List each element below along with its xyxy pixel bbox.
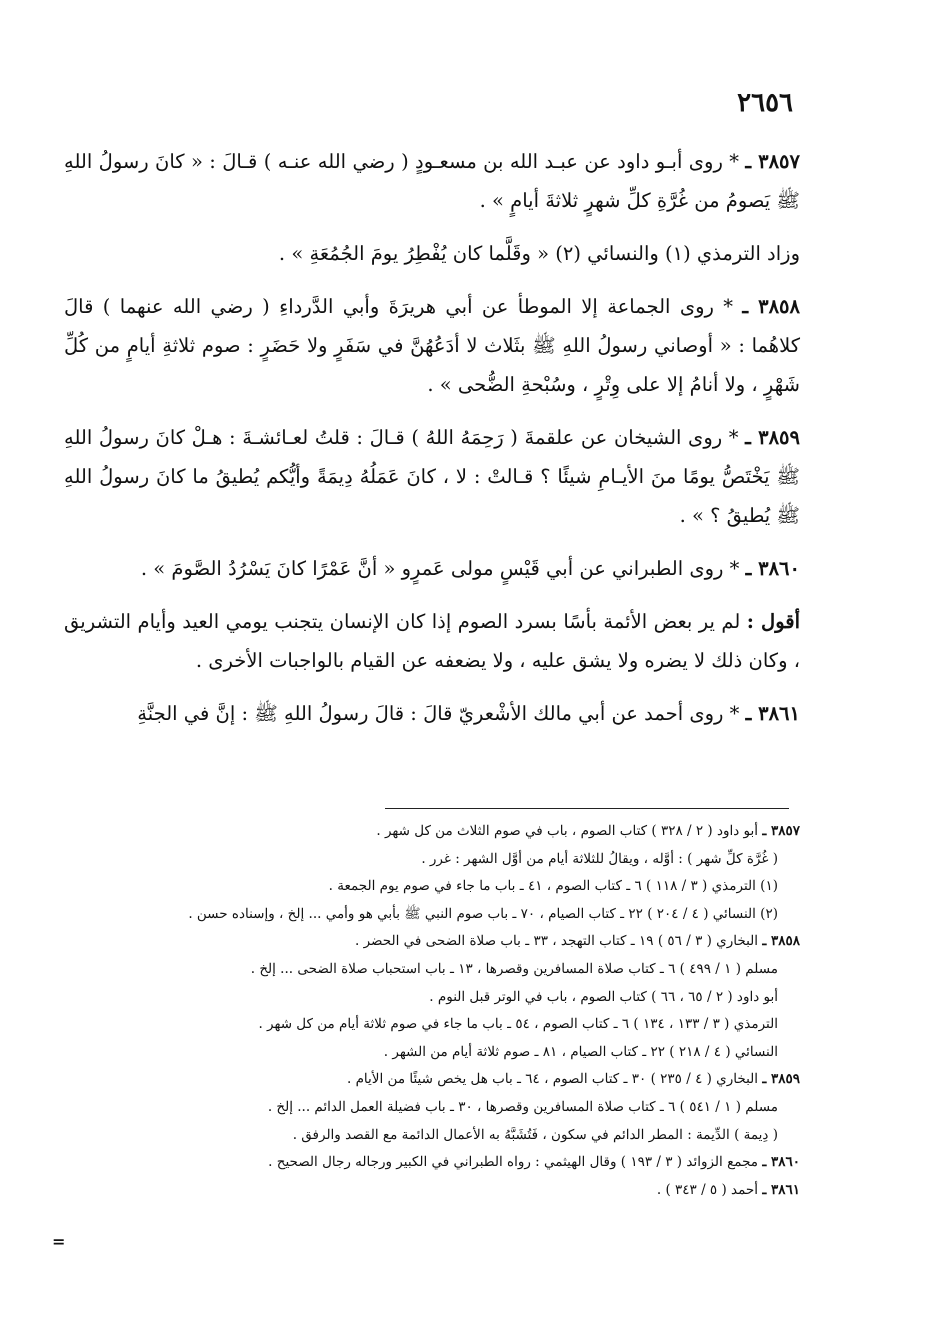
commentary-lead: أقول : [746,610,801,633]
main-text [64,142,800,741]
footnote-text: مجمع الزوائد ( ٣ / ١٩٣ ) وقال الهيثمي : رواه الطبراني في الكبير ورجاله رجال الصحيح . [268,1154,759,1171]
hadith-text: * روى أحمد عن أبي مالك الأشْعريّ قالَ : قالَ رسولُ اللهِ ﷺ : إنَّ في الجنَّةِ [137,702,740,725]
page-number: ٢٦٥٦ [737,88,793,118]
footnote-line [60,928,800,956]
hadith-3858 [64,287,800,404]
footnote-line [60,984,800,1012]
footnote-text: (١) الترمذي ( ٣ / ١١٨ ) ٦ ـ كتاب الصوم ، ٤١ ـ باب ما جاء في صوم يوم الجمعة . [328,878,778,895]
footnote-text: البخاري ( ٣ / ٥٦ ) ١٩ ـ كتاب التهجد ، ٣٣ ـ باب صلاة الضحى في الحضر . [355,933,759,950]
footnote-text: أحمد ( ٥ / ٣٤٣ ) . [656,1181,759,1198]
footnote-text: (٢) النسائي ( ٤ / ٢٠٤ ) ٢٢ ـ كتاب الصيام ، ٧٠ ـ باب صوم النبي ﷺ بأبي هو وأمي ... إلخ ، وإسناده حسن . [188,905,778,922]
footnote-line [60,1122,800,1150]
footnote-line [60,901,800,929]
footnote-number: ٣٨٥٨ ـ [762,933,800,950]
footnote-text: ( دِيمة ) الدِّيمة : المطر الدائم في سكون ، فَتُشَبَّهُ به الأعمال الدائمة مع القصد والرفق . [292,1126,778,1143]
footnote-line [60,873,800,901]
hadith-number: ٣٨٦١ ـ [745,702,800,725]
footnote-text: أبو داود ( ٢ / ٣٢٨ ) كتاب الصوم ، باب في صوم الثلاث من كل شهر . [376,823,759,839]
footnote-text: ( غُرَّة كلِّ شهر ) : أوَّله ، ويقالُ للثلاثة أيام من أوَّل الشهر : غرر . [421,850,778,867]
hadith-text: * روى الطبراني عن أبي قَيْسٍ مولى عَمرٍو « أنَّ عَمْرًا كانَ يَسْرُدُ الصَّومَ » . [140,557,740,580]
footnote-text: النسائي ( ٤ / ٢١٨ ) ٢٢ ـ كتاب الصيام ، ٨١ ـ صوم ثلاثة أيام من الشهر . [383,1043,778,1060]
footnote-text: مسلم ( ١ / ٥٤١ ) ٦ ـ كتاب صلاة المسافرين وقصرها ، ٣٠ ـ باب فضيلة العمل الدائم ... إلخ . [267,1098,778,1115]
hadith-3860 [64,549,800,588]
commentary-text: لم ير بعض الأئمة بأسًا بسرد الصوم إذا كان الإنسان يتجنب يومي العيد وأيام التشريق ، وكان ذلك لا يضره ولا يشق عليه ، ولا يضعفه عن القيام بالواجبات الأخرى . [64,610,800,672]
footnote-text: أبو داود ( ٢ / ٦٥ ، ٦٦ ) كتاب الصوم ، باب في الوتر قبل النوم . [429,988,778,1005]
hadith-3857 [64,142,800,220]
footnote-text: مسلم ( ١ / ٤٩٩ ) ٦ ـ كتاب صلاة المسافرين وقصرها ، ١٣ ـ باب استحباب صلاة الضحى ... إلخ . [250,960,778,977]
footnote-line [60,1066,800,1094]
margin-mark: = [52,1232,66,1251]
footnote-number: ٣٨٥٩ ـ [762,1071,800,1088]
hadith-number: ٣٨٥٧ ـ [745,150,800,173]
footnote-line [60,1039,800,1067]
footnote-line [60,1149,800,1177]
footnote-text: الترمذي ( ٣ / ١٣٣ ، ١٣٤ ) ٦ ـ كتاب الصوم ، ٥٤ ـ باب ما جاء في صوم ثلاثة أيام من كل شهر . [258,1016,778,1033]
footnote-divider [385,808,789,809]
hadith-text: * روى الشيخان عن علقمةَ ( رَحِمَهُ اللهُ ) قـالَ : قلتُ لعـائشـةَ : هـلْ كانَ رسولُ اللهِ ﷺ يَخْتَصُّ يومًا منَ الأيـامِ شيئًا ؟ قـالتْ : لا ، كانَ عَمَلُهُ دِيمَةً وأيُّكم يُطيقُ ما كانَ رسولُ اللهِ ﷺ يُطيقُ ؟ » . [64,426,800,527]
footnote-line [60,956,800,984]
footnote-number: ٣٨٦٠ ـ [762,1154,800,1171]
footnote-line [60,1177,800,1205]
hadith-number: ٣٨٦٠ ـ [745,557,800,580]
commentary-paragraph [64,602,800,680]
footnote-line [60,846,800,874]
footnote-line [60,1011,800,1039]
footnotes [60,818,800,1204]
footnote-number: ٣٨٦١ ـ [762,1181,800,1198]
footnote-line [60,818,800,846]
hadith-3861 [64,694,800,733]
hadith-text: * روى أبـو داود عن عبـد الله بن مسعـودٍ ( رضي الله عنـه ) قـالَ : « كانَ رسولُ اللهِ ﷺ يَصومُ من غُرَّةِ كلِّ شهرٍ ثلاثةَ أيامٍ » . [64,150,800,212]
hadith-3859 [64,418,800,535]
footnote-text: البخاري ( ٤ / ٢٣٥ ) ٣٠ ـ كتاب الصوم ، ٦٤ ـ باب هل يخص شيئًا من الأيام . [346,1071,759,1088]
paragraph-text: وزاد الترمذي (١) والنسائي (٢) « وقَلَّما كان يُفْطِرُ يومَ الجُمُعَةِ » . [278,242,800,265]
addition-paragraph [64,234,800,273]
hadith-number: ٣٨٥٨ ـ [742,295,801,318]
footnote-number: ٣٨٥٧ ـ [762,823,800,839]
hadith-number: ٣٨٥٩ ـ [745,426,800,449]
footnote-line [60,1094,800,1122]
hadith-text: * روى الجماعة إلا الموطأ عن أبي هريرَةَ وأبي الدَّرداءِ ( رضي الله عنهما ) قالَ كلاهُما : « أوصاني رسولُ اللهِ ﷺ بثَلاث لا أدَعُهُنَّ في سَفَرٍ ولا حَضَرٍ : صوم ثلاثةِ أيامٍ من كُلِّ شَهْرٍ ، ولا أنامُ إلا على وِتْرٍ ، وسُبْحةِ الضُّحى » . [64,295,800,396]
